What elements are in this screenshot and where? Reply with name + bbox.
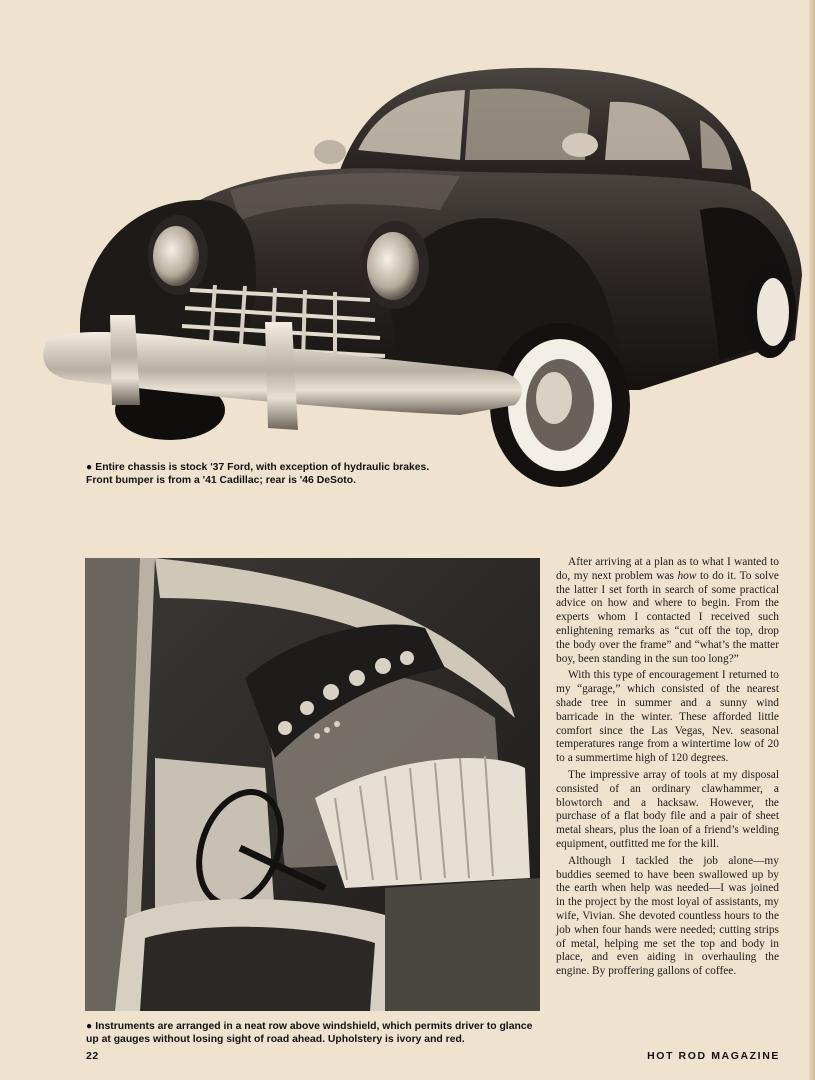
bullet-icon: ● xyxy=(86,462,93,473)
car-photo xyxy=(40,60,805,490)
article-paragraph: Although I tackled the job alone—my buddies seemed to have been swallowed up by the earth when help was needed—I was joined in the project by the most loyal of assistants, my wife, Vivian. She devoted countless hours to the job when four hands were needed; cutting strips of metal, helping me set the top and body in place, and even aiding in overhauling the engine. By proffering gallons of coffee. xyxy=(556,854,779,978)
article-paragraph: With this type of encouragement I returned to my “garage,” which consisted of the nearest shade tree in summer and a sunny wind barricade in the winter. These afforded little comfort since the Las Vegas, Nev. seasonal temperatures range from a wintertime low of 20 to a summertime high of 120 degrees. xyxy=(556,669,779,765)
article-paragraph: After arriving at a plan as to what I wanted to do, my next problem was how to do it. To solve the latter I set forth in search of some practical advice on how and where to begin. From the experts whom I contacted I received such enlightening remarks as “cut off the top, drop the body over the frame” and “what’s the matter boy, been standing in the sun too long?” xyxy=(556,556,779,665)
bullet-icon: ● xyxy=(86,1021,93,1032)
article-column xyxy=(556,556,779,982)
page-edge xyxy=(809,0,815,1080)
top-photo-caption: ● Entire chassis is stock '37 Ford, with exception of hydraulic brakes. Front bumper is from a '41 Cadillac; rear is '46 DeSoto. xyxy=(86,462,430,486)
page-number: 22 xyxy=(86,1050,99,1062)
interior-photo-caption: ● Instruments are arranged in a neat row above windshield, which permits driver to glance up at gauges without losing sight of road ahead. Upholstery is ivory and red. xyxy=(86,1021,533,1045)
article-paragraph: The impressive array of tools at my disposal consisted of an ordinary clawhammer, a blowtorch and a hacksaw. However, the purchase of a flat body file and a pair of sheet metal shears, plus the loan of a friend’s welding equipment, outfitted me for the kill. xyxy=(556,768,779,850)
magazine-name: HOT ROD MAGAZINE xyxy=(647,1050,780,1062)
interior-photo xyxy=(85,558,540,1011)
